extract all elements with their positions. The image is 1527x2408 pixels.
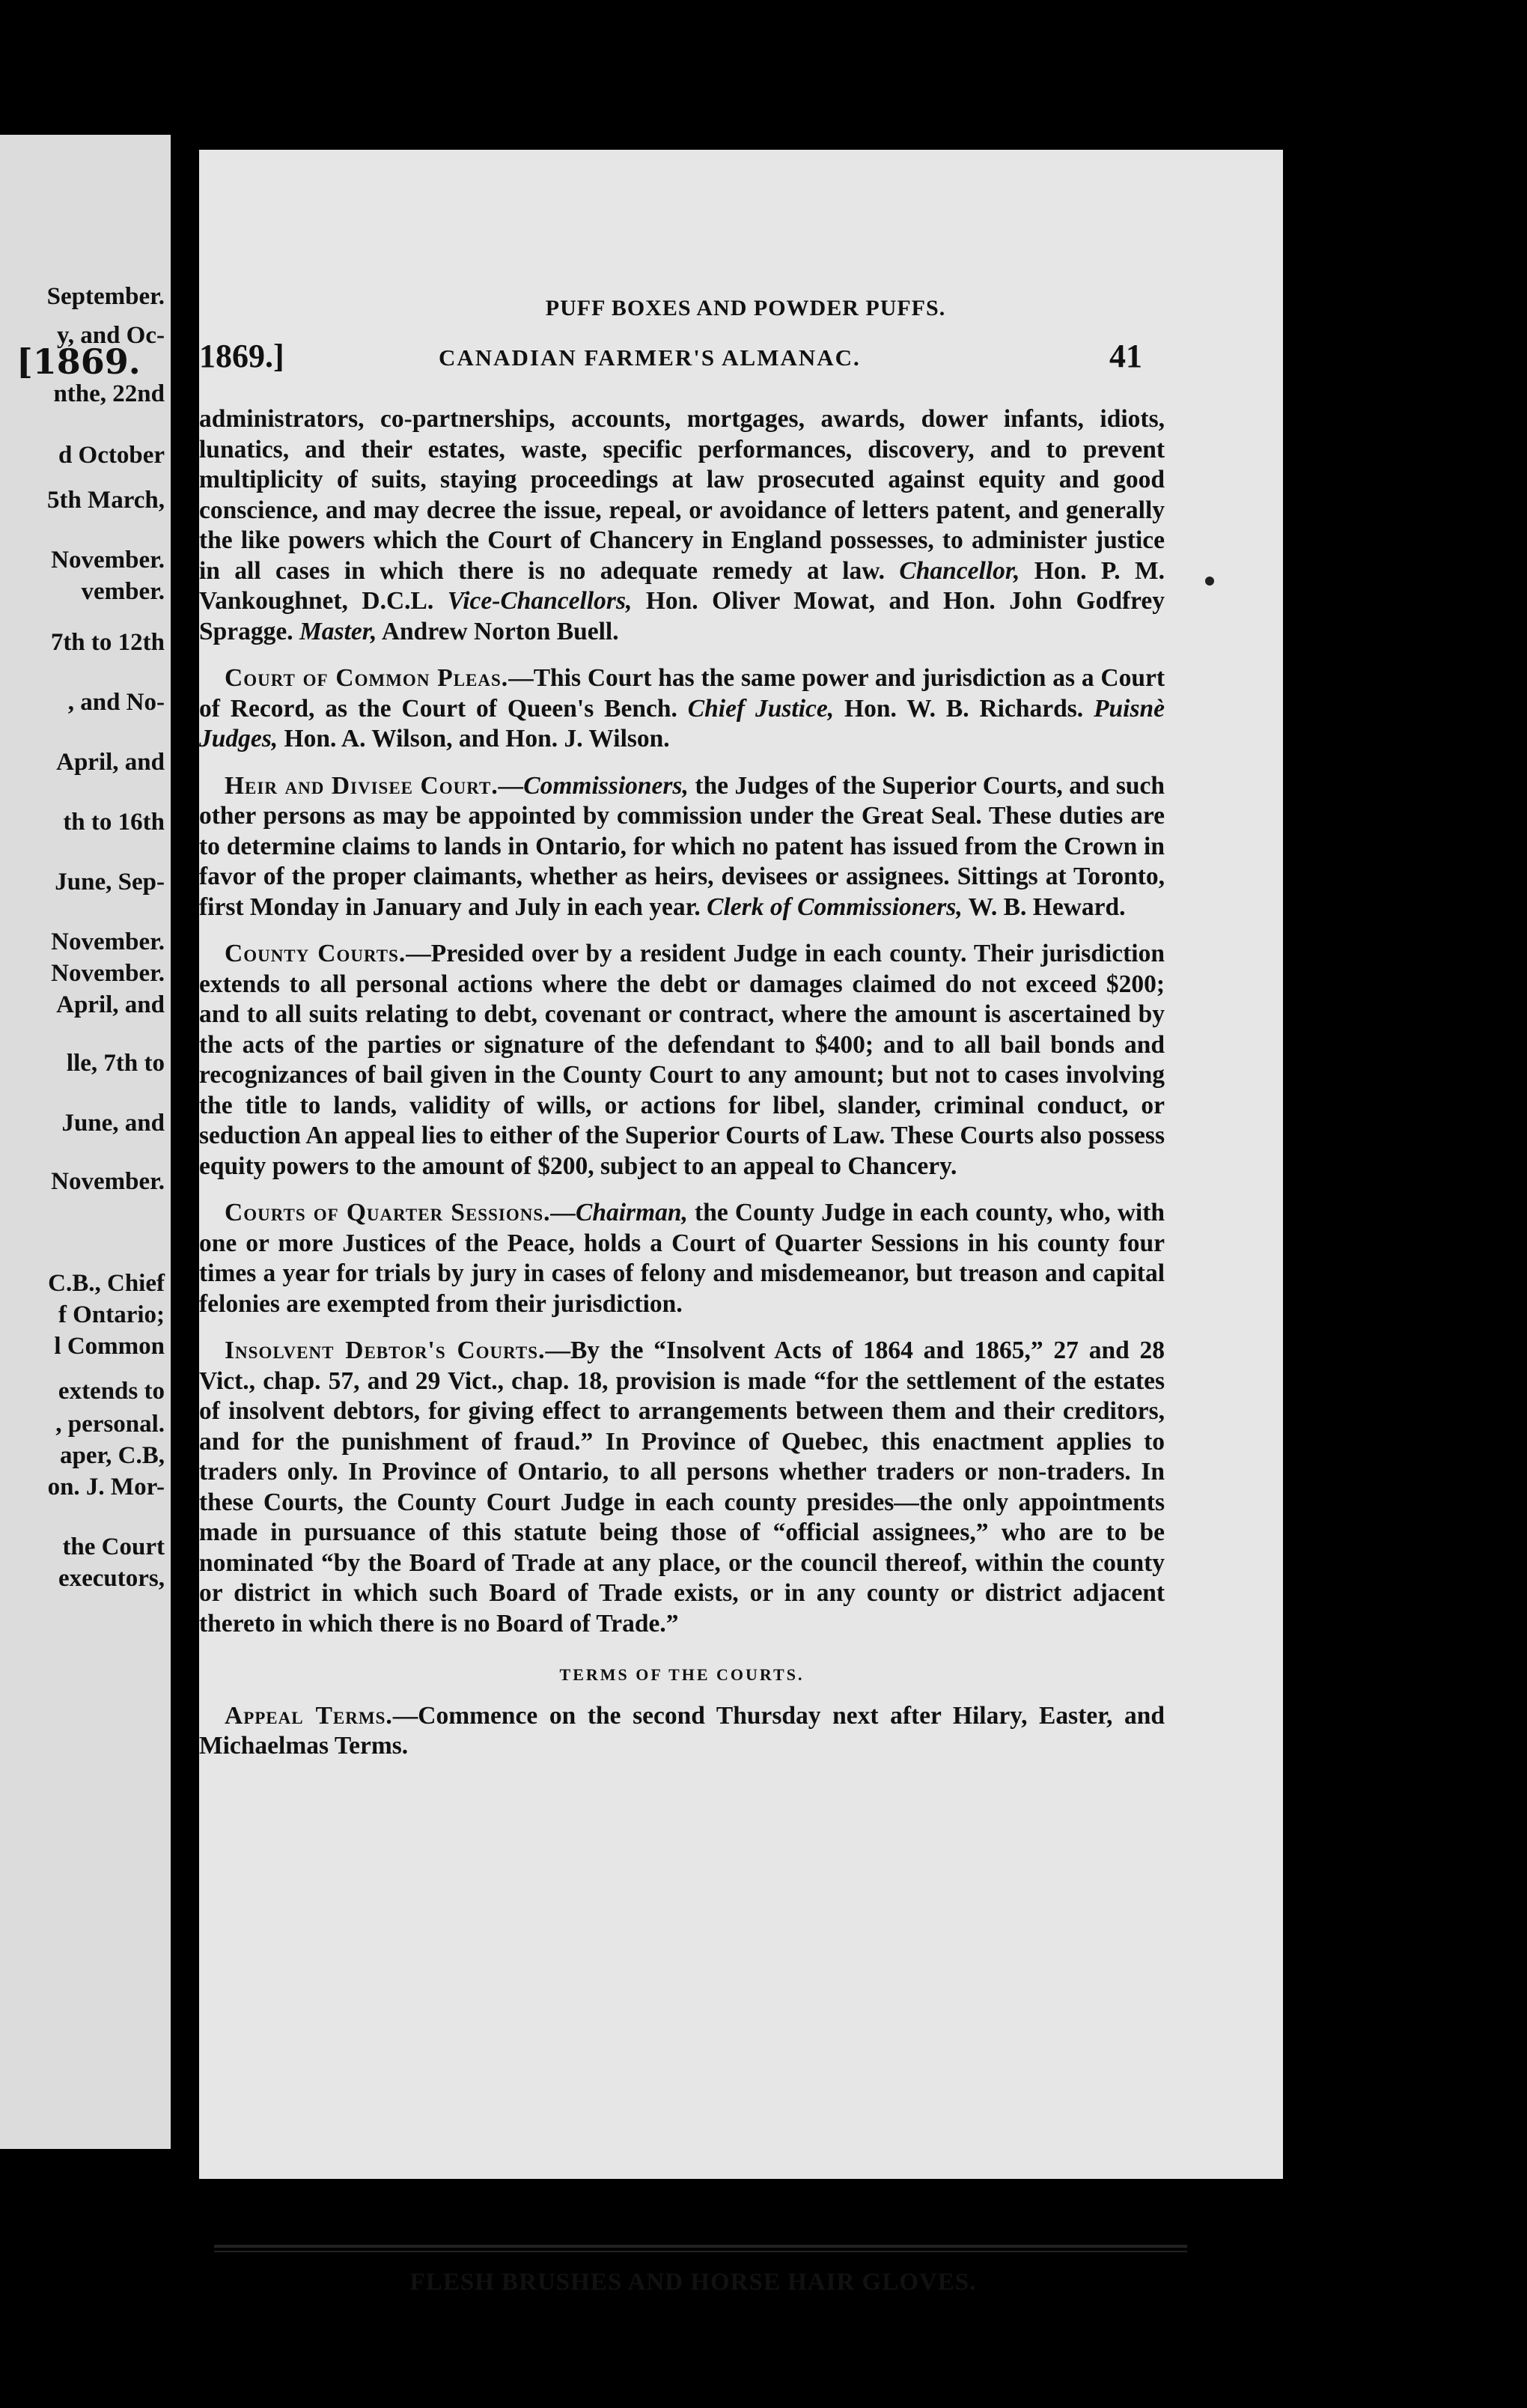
quarter-sessions-text: the County Judge in each county, who, with one or more Justices of the Peace, holds a Court of Quarter Sessions in his county four times a year for trials by jury in cases of felony and misdemeanor, but treason and capital felonies are exempted from their jurisdiction. — [199, 1199, 1165, 1318]
left-page-line: 7th to 12th — [50, 629, 165, 656]
banner-bottom: FLESH BRUSHES AND HORSE HAIR GLOVES. — [409, 2269, 977, 2296]
rule-bottom — [214, 2251, 1187, 2252]
paragraph-county-courts — [199, 939, 1165, 1182]
left-page-line: f Ontario; — [58, 1301, 165, 1328]
chief-justice-label: Chief Justice, — [687, 694, 835, 723]
left-page-line: April, and — [56, 991, 165, 1018]
county-courts-text: —Presided over by a resident Judge in each county. Their jurisdiction extends to all personal actions where the debt or damages claimed do not exceed $200; and to all suits relating to debt, covenant or contract, where the amount is ascertained by the acts of the parties or signature of the defendant to $400; and to all bail bonds and recognizances of bail given in the County Court to any amount; but not to cases involving the title to lands, validity of wills, or actions for libel, slander, criminal conduct, or seduction An appeal lies to either of the Superior Courts of Law. These Courts also possess equity powers to the amount of $200, subject to an appeal to Chancery. — [199, 940, 1165, 1180]
commissioners-label: —Commissioners, — [498, 771, 689, 800]
left-page-line: executors, — [58, 1565, 165, 1592]
chancellor-name: Hon. P. M. Vankoughnet, D.C.L. — [199, 556, 1165, 615]
paragraph-heir-devisee — [199, 771, 1165, 923]
main-page — [199, 150, 1283, 2296]
left-page-line: vember. — [81, 578, 165, 605]
paragraph-quarter-sessions — [199, 1198, 1165, 1319]
vice-chancellors-names: Hon. Oliver Mowat, and Hon. John Godfrey Spragge. — [199, 587, 1165, 645]
left-page-line: , personal. — [55, 1411, 165, 1438]
left-page-line: y, and Oc- — [57, 322, 165, 349]
left-page-line: l Common — [54, 1333, 165, 1360]
left-page-line: aper, C.B, — [60, 1442, 165, 1469]
chancellor-label: Chancellor, — [899, 556, 1020, 585]
page-body — [199, 404, 1165, 1778]
page-number: 41 — [1109, 338, 1142, 374]
terms-heading: TERMS OF THE COURTS. — [559, 1665, 805, 1684]
left-page-line: C.B., Chief — [48, 1270, 165, 1297]
paragraph-chancery — [199, 404, 1165, 647]
clerk-name: W. B. Heward. — [968, 893, 1126, 921]
left-page-line: November. — [51, 1168, 165, 1195]
left-page-line: th to 16th — [63, 809, 165, 836]
county-courts-heading: County Courts. — [225, 940, 406, 967]
clerk-label: Clerk of Commissioners, — [707, 893, 963, 921]
insolvent-debtors-heading: Insolvent Debtor's Courts. — [225, 1337, 546, 1364]
vice-chancellors-label: Vice-Chancellors, — [447, 587, 633, 615]
common-pleas-heading: Court of Common Pleas. — [225, 664, 509, 692]
banner-top: PUFF BOXES AND POWDER PUFFS. — [545, 296, 946, 320]
appeal-terms-heading: Appeal Terms. — [225, 1701, 393, 1730]
left-page-line: June, Sep- — [55, 869, 165, 896]
left-page-year: [1869. — [16, 341, 141, 382]
ink-spot — [1205, 577, 1214, 586]
common-pleas-text: —This Court has the same power and jurisdiction as a Court of Record, as the Court of Queen's Bench. — [199, 664, 1165, 723]
heir-devisee-heading: Heir and Divisee Court. — [225, 771, 499, 800]
left-page-line: April, and — [56, 749, 165, 776]
left-page-line: November. — [51, 928, 165, 955]
running-head-title: CANADIAN FARMER'S ALMANAC. — [439, 344, 861, 371]
left-page-line: November. — [51, 960, 165, 987]
quarter-sessions-heading: Courts of Quarter Sessions. — [225, 1199, 551, 1226]
heir-devisee-text: the Judges of the Superior Courts, and such other persons as may be appointed by commission under the Great Seal. These duties are to determine claims to lands in Ontario, for which no patent has issued from the Crown in favor of the proper claimants, whether as heirs, devisees or assignees. Sittings at Toronto, first Monday in January and July in each year. — [199, 771, 1165, 921]
paragraph-insolvent-debtors — [199, 1336, 1165, 1639]
left-page-line: on. J. Mor- — [47, 1474, 165, 1501]
left-page-line: June, and — [61, 1110, 165, 1137]
left-page-line: , and No- — [67, 689, 165, 716]
puisne-judges-label: Puisnè Judges, — [199, 694, 1165, 752]
left-page-line: lle, 7th to — [66, 1050, 165, 1077]
insolvent-debtors-text: —By the “Insolvent Acts of 1864 and 1865,” 27 and 28 Vict., chap. 57, and 29 Vict., chap. 18, provision is made “for the settlement of the estates of insolvent debtors, for giving effect to arrangements between them and their creditors, and for the punishment of fraud.” In Province of Quebec, this enactment applies to traders only. In Province of Ontario, to all persons whether traders or non-traders. In these Courts, the County Court Judge in each county presides—the only appointments made in pursuance of this statute being those of “official assignees,” who are to be nominated “by the Board of Trade at any place, or the council thereof, within the county or district in which such Board of Trade exists, or in any county or district adjacent thereto in which there is no Board of Trade.” — [199, 1337, 1165, 1638]
master-label: Master, — [299, 617, 377, 645]
left-page-line: d October — [58, 442, 165, 469]
left-page-line: nthe, 22nd — [53, 380, 165, 407]
puisne-judges-names: Hon. A. Wilson, and Hon. J. Wilson. — [284, 725, 670, 752]
chief-justice-name: Hon. W. B. Richards. — [844, 694, 1084, 723]
left-page-line: November. — [51, 547, 165, 574]
left-page-line: the Court — [62, 1533, 165, 1560]
master-name: Andrew Norton Buell. — [381, 617, 619, 645]
left-page-line: extends to — [58, 1378, 165, 1405]
appeal-terms-text: —Commence on the second Thursday next after Hilary, Easter, and Michaelmas Terms. — [199, 1701, 1165, 1760]
chairman-label: —Chairman, — [550, 1199, 688, 1226]
paragraph-appeal-terms — [199, 1701, 1165, 1762]
left-page-line: 5th March, — [46, 487, 165, 514]
rule-top — [214, 2245, 1187, 2248]
chancery-text: administrators, co-partnerships, accounts, mortgages, awards, dower infants, idiots, lunatics, and their estates, waste, specific performances, discovery, and to prevent multiplicity of suits, staying proceedings at law prosecuted against equity and good conscience, and may decree the issue, repeal, or avoidance of letters patent, and generally the like powers which the Court of Chancery in England possesses, to administer justice in all cases in which there is no adequate remedy at law. — [199, 405, 1165, 585]
running-head-year: 1869.] — [199, 338, 284, 374]
left-facing-page — [0, 135, 171, 2149]
left-page-line: September. — [46, 283, 165, 310]
paragraph-common-pleas — [199, 663, 1165, 755]
